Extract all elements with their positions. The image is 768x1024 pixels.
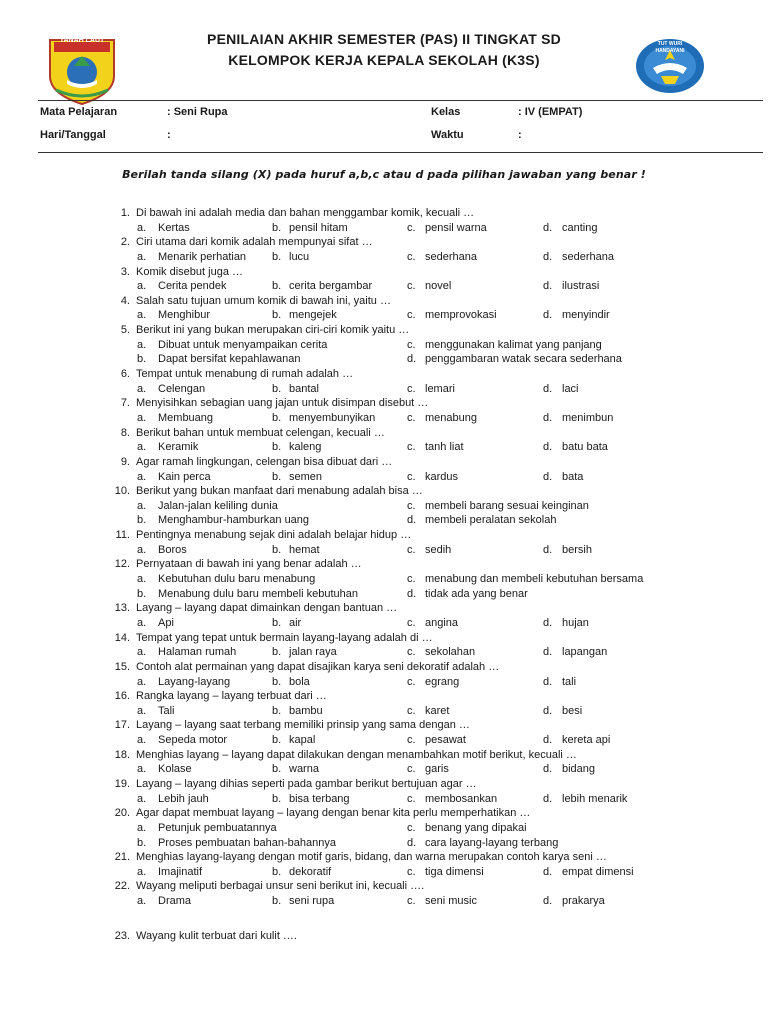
left-logo-text: TANAH LAUT xyxy=(59,37,105,44)
option-letter: b. xyxy=(272,734,282,747)
answer-option[interactable]: warna xyxy=(289,763,319,776)
option-letter: a. xyxy=(137,865,147,878)
option-letter: c. xyxy=(407,441,416,454)
option-letter: d. xyxy=(407,836,417,849)
options-row xyxy=(0,894,768,909)
answer-option[interactable]: seni rupa xyxy=(289,895,335,908)
question-text: Komik disebut juga … xyxy=(136,265,243,278)
header-divider xyxy=(38,100,763,101)
options-row xyxy=(0,792,768,807)
option-letter: c. xyxy=(407,821,416,834)
question-text: Berikut yang bukan manfaat dari menabung adalah bisa … xyxy=(136,485,423,498)
option-letter: c. xyxy=(407,792,416,805)
answer-option[interactable]: benang yang dipakai xyxy=(425,821,527,834)
option-letter: d. xyxy=(407,353,417,366)
answer-option[interactable]: membeli barang sesuai keinginan xyxy=(425,499,589,512)
question-number: 2. xyxy=(120,236,130,249)
option-letter: a. xyxy=(137,221,147,234)
question-text: Berikut bahan untuk membuat celengan, kecuali … xyxy=(136,426,385,439)
question-2 xyxy=(0,235,768,250)
question-3 xyxy=(0,265,768,280)
answer-option[interactable]: Menghibur xyxy=(158,309,210,322)
option-letter: d. xyxy=(543,280,553,293)
question-7 xyxy=(0,396,768,411)
question-6 xyxy=(0,367,768,382)
answer-option[interactable]: Drama xyxy=(158,895,192,908)
date-value: : xyxy=(167,129,171,141)
answer-option[interactable]: Kertas xyxy=(158,221,190,234)
option-letter: d. xyxy=(543,792,553,805)
answer-option[interactable]: garis xyxy=(425,763,449,776)
question-5 xyxy=(0,323,768,338)
option-letter: b. xyxy=(272,221,282,234)
option-letter: d. xyxy=(407,587,417,600)
option-letter: b. xyxy=(272,895,282,908)
answer-option[interactable]: lebih menarik xyxy=(562,792,628,805)
answer-option[interactable]: sederhana xyxy=(425,250,477,263)
question-22 xyxy=(0,879,768,894)
answer-option[interactable]: menggunakan kalimat yang panjang xyxy=(425,338,602,351)
answer-option[interactable]: Lebih jauh xyxy=(158,792,209,805)
question-13 xyxy=(0,601,768,616)
right-logo-text: TUT WURI HANDAYANI xyxy=(655,41,685,54)
answer-option[interactable]: novel xyxy=(425,280,452,293)
options-row xyxy=(0,470,768,485)
answer-option[interactable]: lemari xyxy=(425,382,455,395)
question-number: 20. xyxy=(114,807,130,820)
question-number: 18. xyxy=(114,748,130,761)
question-21 xyxy=(0,850,768,865)
time-value: : xyxy=(518,129,522,141)
question-text: Tempat untuk menabung di rumah adalah … xyxy=(136,368,354,381)
question-text: Berikut ini yang bukan merupakan ciri-ciri komik yaitu … xyxy=(136,324,410,337)
answer-option[interactable]: cerita bergambar xyxy=(289,280,373,293)
option-letter: a. xyxy=(137,499,147,512)
question-23 xyxy=(0,929,768,944)
answer-option[interactable]: Kain perca xyxy=(158,470,211,483)
option-letter: a. xyxy=(137,763,147,776)
option-letter: b. xyxy=(272,763,282,776)
question-9 xyxy=(0,455,768,470)
options-row xyxy=(0,821,768,836)
answer-option[interactable]: air xyxy=(289,616,302,629)
option-letter: b. xyxy=(272,382,282,395)
question-number: 12. xyxy=(114,558,130,571)
option-letter: c. xyxy=(407,616,416,629)
options-row xyxy=(0,513,768,528)
options-row xyxy=(0,499,768,514)
question-number: 17. xyxy=(114,719,130,732)
answer-option[interactable]: Kebutuhan dulu baru menabung xyxy=(158,573,316,586)
question-text: Pernyataan di bawah ini yang benar adalah … xyxy=(136,558,362,571)
option-letter: b. xyxy=(137,836,147,849)
instruction-text: Berilah tanda silang (X) pada huruf a,b,c atau d pada pilihan jawaban yang benar ! xyxy=(122,168,646,181)
question-text: Contoh alat permainan yang dapat disajikan karya seni dekoratif adalah … xyxy=(136,660,500,673)
question-number: 3. xyxy=(120,265,130,278)
question-18 xyxy=(0,748,768,763)
answer-option[interactable]: pensil warna xyxy=(425,221,487,234)
question-17 xyxy=(0,718,768,733)
answer-option[interactable]: semen xyxy=(289,470,323,483)
option-letter: c. xyxy=(407,382,416,395)
option-letter: d. xyxy=(543,411,553,424)
question-text: Rangka layang – layang terbuat dari … xyxy=(136,690,327,703)
question-number: 8. xyxy=(120,426,130,439)
question-text: Layang – layang dapat dimainkan dengan bantuan … xyxy=(136,602,398,615)
option-letter: c. xyxy=(407,675,416,688)
subject-label: Mata Pelajaran xyxy=(40,106,118,118)
answer-option[interactable]: mengejek xyxy=(289,309,337,322)
answer-option[interactable]: kardus xyxy=(425,470,459,483)
question-number: 5. xyxy=(120,324,130,337)
answer-option[interactable]: Jalan-jalan keliling dunia xyxy=(158,499,278,512)
answer-option[interactable]: cara layang-layang terbang xyxy=(425,836,559,849)
option-letter: d. xyxy=(543,865,553,878)
option-letter: d. xyxy=(543,704,553,717)
option-letter: d. xyxy=(543,675,553,688)
question-text: Wayang kulit terbuat dari kulit …. xyxy=(136,930,297,942)
options-row xyxy=(0,279,768,294)
question-number: 7. xyxy=(120,397,130,410)
question-text: Agar dapat membuat layang – layang dengan benar kita perlu memperhatikan … xyxy=(136,807,531,820)
answer-option[interactable]: bersih xyxy=(562,543,592,556)
question-text: Salah satu tujuan umum komik di bawah ini, yaitu … xyxy=(136,294,391,307)
answer-option[interactable]: pesawat xyxy=(425,734,466,747)
answer-option[interactable]: Tali xyxy=(158,704,175,717)
answer-option[interactable]: lucu xyxy=(289,250,310,263)
answer-option[interactable]: memprovokasi xyxy=(425,309,497,322)
option-letter: b. xyxy=(272,543,282,556)
options-row xyxy=(0,865,768,880)
question-text: Menghias layang – layang dapat dilakukan dengan menambahkan motif berikut, kecuali … xyxy=(136,748,577,761)
option-letter: c. xyxy=(407,499,416,512)
option-letter: c. xyxy=(407,646,416,659)
answer-option[interactable]: seni music xyxy=(425,895,477,908)
options-row xyxy=(0,221,768,236)
options-row xyxy=(0,762,768,777)
answer-option[interactable]: Petunjuk pembuatannya xyxy=(158,821,277,834)
question-text: Menyisihkan sebagian uang jajan untuk disimpan disebut … xyxy=(136,397,429,410)
answer-option[interactable]: membeli peralatan sekolah xyxy=(425,514,557,527)
option-letter: c. xyxy=(407,470,416,483)
options-row xyxy=(0,836,768,851)
option-letter: d. xyxy=(543,895,553,908)
answer-option[interactable]: sedih xyxy=(425,543,452,556)
option-letter: a. xyxy=(137,821,147,834)
answer-option[interactable]: hemat xyxy=(289,543,320,556)
answer-option[interactable]: ilustrasi xyxy=(562,280,600,293)
option-letter: b. xyxy=(272,470,282,483)
option-letter: d. xyxy=(543,543,553,556)
option-letter: a. xyxy=(137,543,147,556)
answer-option[interactable]: menabung xyxy=(425,411,477,424)
answer-option[interactable]: kaleng xyxy=(289,441,322,454)
date-label: Hari/Tanggal xyxy=(40,129,106,141)
answer-option[interactable]: bola xyxy=(289,675,310,688)
option-letter: a. xyxy=(137,704,147,717)
option-letter: a. xyxy=(137,441,147,454)
question-text: Ciri utama dari komik adalah mempunyai sifat … xyxy=(136,236,373,249)
option-letter: a. xyxy=(137,280,147,293)
answer-option[interactable]: Imajinatif xyxy=(158,865,203,878)
answer-option[interactable]: Dapat bersifat kepahlawanan xyxy=(158,353,301,366)
options-row xyxy=(0,352,768,367)
answer-option[interactable]: Dibuat untuk menyampaikan cerita xyxy=(158,338,328,351)
question-16 xyxy=(0,689,768,704)
answer-option[interactable]: tidak ada yang benar xyxy=(425,587,528,600)
answer-option[interactable]: bambu xyxy=(289,704,323,717)
question-12 xyxy=(0,557,768,572)
question-text: Layang – layang dihias seperti pada gambar berikut bertujuan agar … xyxy=(136,777,477,790)
question-number: 9. xyxy=(120,455,130,468)
option-letter: a. xyxy=(137,895,147,908)
option-letter: d. xyxy=(543,646,553,659)
time-label: Waktu xyxy=(431,129,464,141)
answer-option[interactable]: Menarik perhatian xyxy=(158,250,247,263)
options-row xyxy=(0,616,768,631)
option-letter: b. xyxy=(137,514,147,527)
option-letter: a. xyxy=(137,411,147,424)
option-letter: a. xyxy=(137,382,147,395)
question-number: 10. xyxy=(114,485,130,498)
answer-option[interactable]: bisa terbang xyxy=(289,792,350,805)
question-text: Tempat yang tepat untuk bermain layang-layang adalah di … xyxy=(136,631,433,644)
question-8 xyxy=(0,426,768,441)
question-number: 22. xyxy=(114,880,130,893)
answer-option[interactable]: bata xyxy=(562,470,584,483)
option-letter: c. xyxy=(407,865,416,878)
option-letter: d. xyxy=(543,763,553,776)
answer-option[interactable]: Halaman rumah xyxy=(158,646,237,659)
options-row xyxy=(0,338,768,353)
answer-option[interactable]: Sepeda motor xyxy=(158,734,228,747)
answer-option[interactable]: tanh liat xyxy=(425,441,464,454)
answer-option[interactable]: kapal xyxy=(289,734,316,747)
question-number: 15. xyxy=(114,660,130,673)
option-letter: c. xyxy=(407,250,416,263)
option-letter: c. xyxy=(407,895,416,908)
option-letter: d. xyxy=(543,734,553,747)
option-letter: d. xyxy=(543,616,553,629)
answer-option[interactable]: prakarya xyxy=(562,895,605,908)
answer-option[interactable]: besi xyxy=(562,704,583,717)
option-letter: b. xyxy=(272,250,282,263)
options-row xyxy=(0,543,768,558)
option-letter: c. xyxy=(407,543,416,556)
answer-option[interactable]: bantal xyxy=(289,382,319,395)
answer-option[interactable]: hujan xyxy=(562,616,589,629)
options-row xyxy=(0,250,768,265)
answer-option[interactable]: Cerita pendek xyxy=(158,280,227,293)
answer-option[interactable]: menabung dan membeli kebutuhan bersama xyxy=(425,573,644,586)
answer-option[interactable]: canting xyxy=(562,221,598,234)
answer-option[interactable]: karet xyxy=(425,704,450,717)
answer-option[interactable]: Kolase xyxy=(158,763,192,776)
options-row xyxy=(0,645,768,660)
question-text: Agar ramah lingkungan, celengan bisa dibuat dari … xyxy=(136,455,393,468)
option-letter: b. xyxy=(272,411,282,424)
question-number: 19. xyxy=(114,777,130,790)
answer-option[interactable]: Membuang xyxy=(158,411,214,424)
options-row xyxy=(0,675,768,690)
question-number: 11. xyxy=(115,529,130,542)
question-19 xyxy=(0,777,768,792)
answer-option[interactable]: menimbun xyxy=(562,411,614,424)
option-letter: d. xyxy=(543,309,553,322)
option-letter: b. xyxy=(272,309,282,322)
answer-option[interactable]: empat dimensi xyxy=(562,865,634,878)
options-row xyxy=(0,308,768,323)
option-letter: c. xyxy=(407,573,416,586)
question-number: 23. xyxy=(114,930,130,942)
answer-option[interactable]: kereta api xyxy=(562,734,611,747)
question-text: Menghias layang-layang dengan motif garis, bidang, dan warna merupakan contoh karya seni … xyxy=(136,851,607,864)
question-number: 4. xyxy=(120,294,130,307)
subject-value: : Seni Rupa xyxy=(167,106,228,118)
class-label: Kelas xyxy=(431,106,461,118)
option-letter: a. xyxy=(137,792,147,805)
options-row xyxy=(0,382,768,397)
option-letter: d. xyxy=(543,221,553,234)
option-letter: c. xyxy=(407,280,416,293)
question-text: Di bawah ini adalah media dan bahan menggambar komik, kecuali … xyxy=(136,207,475,219)
answer-option[interactable]: lapangan xyxy=(562,646,608,659)
options-row xyxy=(0,733,768,748)
answer-option[interactable]: jalan raya xyxy=(289,646,337,659)
options-row xyxy=(0,572,768,587)
answer-option[interactable]: menyindir xyxy=(562,309,610,322)
option-letter: d. xyxy=(543,470,553,483)
option-letter: b. xyxy=(137,587,147,600)
option-letter: b. xyxy=(272,865,282,878)
option-letter: b. xyxy=(272,792,282,805)
question-number: 6. xyxy=(120,368,130,381)
option-letter: d. xyxy=(543,250,553,263)
question-10 xyxy=(0,484,768,499)
answer-option[interactable]: batu bata xyxy=(562,441,608,454)
answer-option[interactable]: penggambaran watak secara sederhana xyxy=(425,353,622,366)
question-14 xyxy=(0,631,768,646)
answer-option[interactable]: dekoratif xyxy=(289,865,332,878)
question-number: 14. xyxy=(114,631,130,644)
question-number: 21. xyxy=(114,851,130,864)
option-letter: a. xyxy=(137,470,147,483)
answer-option[interactable]: Menghambur-hamburkan uang xyxy=(158,514,310,527)
answer-option[interactable]: sekolahan xyxy=(425,646,476,659)
option-letter: b. xyxy=(272,441,282,454)
option-letter: d. xyxy=(543,441,553,454)
option-letter: a. xyxy=(137,675,147,688)
option-letter: d. xyxy=(407,514,417,527)
question-number: 13. xyxy=(114,602,130,615)
option-letter: b. xyxy=(272,280,282,293)
answer-option[interactable]: Keramik xyxy=(158,441,199,454)
question-number: 1. xyxy=(120,207,130,219)
option-letter: d. xyxy=(543,382,553,395)
class-value: : IV (EMPAT) xyxy=(518,106,583,118)
question-list xyxy=(0,206,768,909)
answer-option[interactable]: tali xyxy=(562,675,577,688)
question-20 xyxy=(0,806,768,821)
option-letter: c. xyxy=(407,704,416,717)
question-4 xyxy=(0,294,768,309)
answer-option[interactable]: menyembunyikan xyxy=(289,411,376,424)
answer-option[interactable]: egrang xyxy=(425,675,460,688)
answer-option[interactable]: tiga dimensi xyxy=(425,865,484,878)
answer-option[interactable]: Boros xyxy=(158,543,187,556)
question-11 xyxy=(0,528,768,543)
options-row xyxy=(0,440,768,455)
option-letter: c. xyxy=(407,734,416,747)
question-15 xyxy=(0,660,768,675)
answer-option[interactable]: membosankan xyxy=(425,792,498,805)
exam-title: PENILAIAN AKHIR SEMESTER (PAS) II TINGKAT SD xyxy=(207,31,561,47)
question-number: 16. xyxy=(114,690,130,703)
question-text: Layang – layang saat terbang memiliki prinsip yang sama dengan … xyxy=(136,719,470,732)
answer-option[interactable]: sederhana xyxy=(562,250,614,263)
answer-option[interactable]: Menabung dulu baru membeli kebutuhan xyxy=(158,587,358,600)
option-letter: c. xyxy=(407,338,416,351)
option-letter: c. xyxy=(407,763,416,776)
options-row xyxy=(0,587,768,602)
option-letter: b. xyxy=(272,675,282,688)
answer-option[interactable]: Celengan xyxy=(158,382,206,395)
option-letter: c. xyxy=(407,221,416,234)
option-letter: b. xyxy=(272,616,282,629)
option-letter: a. xyxy=(137,573,147,586)
answer-option[interactable]: pensil hitam xyxy=(289,221,348,234)
option-letter: c. xyxy=(407,411,416,424)
answer-option[interactable]: angina xyxy=(425,616,459,629)
option-letter: a. xyxy=(137,616,147,629)
question-text: Wayang meliputi berbagai unsur seni berikut ini, kecuali …. xyxy=(136,880,425,893)
exam-header xyxy=(0,0,768,100)
info-divider xyxy=(38,152,763,153)
question-1 xyxy=(0,206,768,221)
option-letter: b. xyxy=(272,646,282,659)
option-letter: a. xyxy=(137,338,147,351)
option-letter: a. xyxy=(137,309,147,322)
exam-subtitle: KELOMPOK KERJA KEPALA SEKOLAH (K3S) xyxy=(228,52,540,68)
option-letter: a. xyxy=(137,734,147,747)
answer-option[interactable]: Api xyxy=(158,616,174,629)
option-letter: b. xyxy=(137,353,147,366)
answer-option[interactable]: Proses pembuatan bahan-bahannya xyxy=(158,836,336,849)
answer-option[interactable]: laci xyxy=(562,382,579,395)
option-letter: a. xyxy=(137,646,147,659)
option-letter: a. xyxy=(137,250,147,263)
answer-option[interactable]: bidang xyxy=(562,763,596,776)
question-text: Pentingnya menabung sejak dini adalah belajar hidup … xyxy=(136,529,412,542)
options-row xyxy=(0,411,768,426)
option-letter: b. xyxy=(272,704,282,717)
option-letter: c. xyxy=(407,309,416,322)
options-row xyxy=(0,704,768,719)
answer-option[interactable]: Layang-layang xyxy=(158,675,231,688)
